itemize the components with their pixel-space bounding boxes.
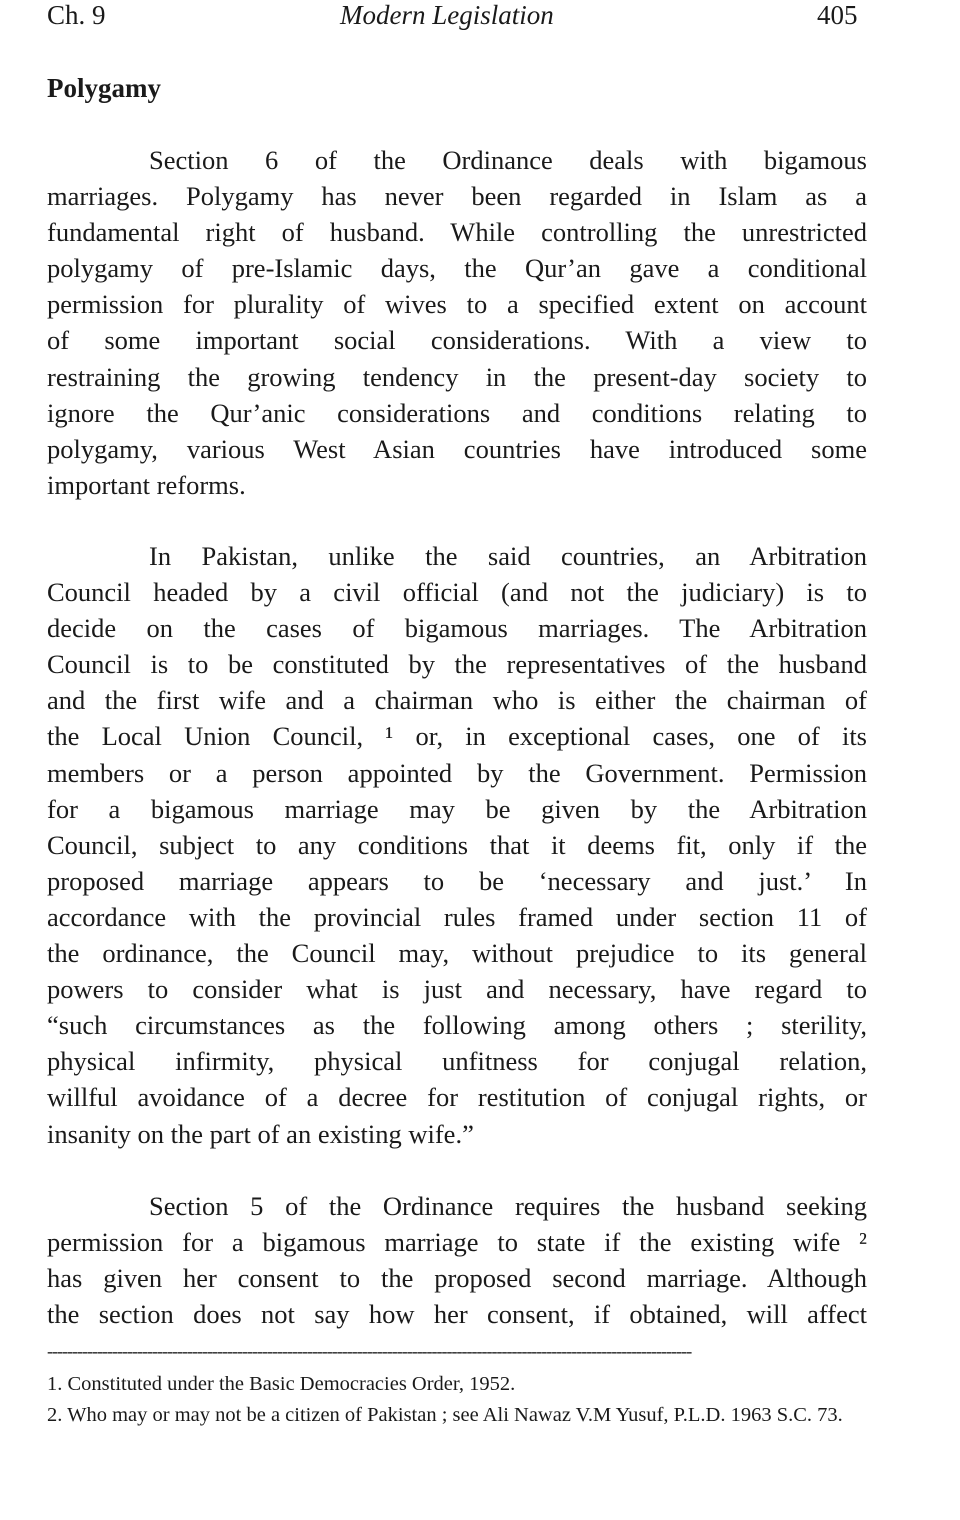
text-line: for a bigamous marriage may be given by the Arbitration xyxy=(47,793,867,824)
text-line: marriages. Polygamy has never been regarded in Islam as a xyxy=(47,181,867,212)
text-line: physical infirmity, physical unfitness for conjugal relation, xyxy=(47,1046,867,1077)
footnotes xyxy=(47,1369,877,1430)
text-line: decide on the cases of bigamous marriages. The Arbitration xyxy=(47,613,867,644)
text-line: Council is to be constituted by the representatives of the husband xyxy=(47,649,867,680)
footnote-separator: --------------------------------------------------------------------------------------------------------------------------------- xyxy=(47,1341,692,1361)
text-line: Section 6 of the Ordinance deals with bigamous xyxy=(149,145,867,175)
text-line: In Pakistan, unlike the said countries, an Arbitration xyxy=(149,541,867,571)
text-line: fundamental right of husband. While controlling the unrestricted xyxy=(47,217,867,248)
text-line: Section 5 of the Ordinance requires the husband seeking xyxy=(149,1191,867,1221)
text-line: important reforms. xyxy=(47,469,246,500)
footnote-1: 1. Constituted under the Basic Democracies Order, 1952. xyxy=(47,1373,516,1395)
section-title: Polygamy xyxy=(47,73,161,103)
text-line: “such circumstances as the following among others ; sterility, xyxy=(47,1010,867,1041)
text-line: the section does not say how her consent, if obtained, will affect xyxy=(47,1299,867,1330)
text-line: has given her consent to the proposed second marriage. Although xyxy=(47,1263,867,1294)
text-line: permission for a bigamous marriage to state if the existing wife ² xyxy=(47,1227,867,1258)
running-title: Modern Legislation xyxy=(340,0,554,30)
text-line: powers to consider what is just and necessary, have regard to xyxy=(47,974,867,1005)
paragraph-3 xyxy=(47,1188,867,1332)
text-line: the Local Union Council, ¹ or, in exceptional cases, one of its xyxy=(47,721,867,752)
text-line: of some important social considerations. With a view to xyxy=(47,325,867,356)
text-line: restraining the growing tendency in the present-day society to xyxy=(47,361,867,392)
footnote-2: 2. Who may or may not be a citizen of Pakistan ; see Ali Nawaz V.M Yusuf, P.L.D. 1963 S.C. 73. xyxy=(47,1403,843,1426)
text-line: ignore the Qur’anic considerations and conditions relating to xyxy=(47,397,867,428)
text-line: insanity on the part of an existing wife.” xyxy=(47,1118,474,1149)
paragraph-1 xyxy=(47,142,867,503)
text-line: polygamy of pre-Islamic days, the Qur’an gave a conditional xyxy=(47,253,867,284)
text-line: proposed marriage appears to be ‘necessary and just.’ In xyxy=(47,865,867,896)
text-line: members or a person appointed by the Government. Permission xyxy=(47,757,867,788)
chapter-label: Ch. 9 xyxy=(47,0,106,30)
text-line: and the first wife and a chairman who is either the chairman of xyxy=(47,685,867,716)
text-line: permission for plurality of wives to a specified extent on account xyxy=(47,289,867,320)
paragraph-2 xyxy=(47,538,867,1152)
text-line: polygamy, various West Asian countries have introduced some xyxy=(47,433,867,464)
text-line: Council headed by a civil official (and not the judiciary) is to xyxy=(47,577,867,608)
text-line: Council, subject to any conditions that it deems fit, only if the xyxy=(47,829,867,860)
text-line: the ordinance, the Council may, without prejudice to its general xyxy=(47,938,867,969)
text-line: accordance with the provincial rules framed under section 11 of xyxy=(47,901,867,932)
page-number: 405 xyxy=(817,0,858,30)
text-line: willful avoidance of a decree for restitution of conjugal rights, or xyxy=(47,1082,867,1113)
